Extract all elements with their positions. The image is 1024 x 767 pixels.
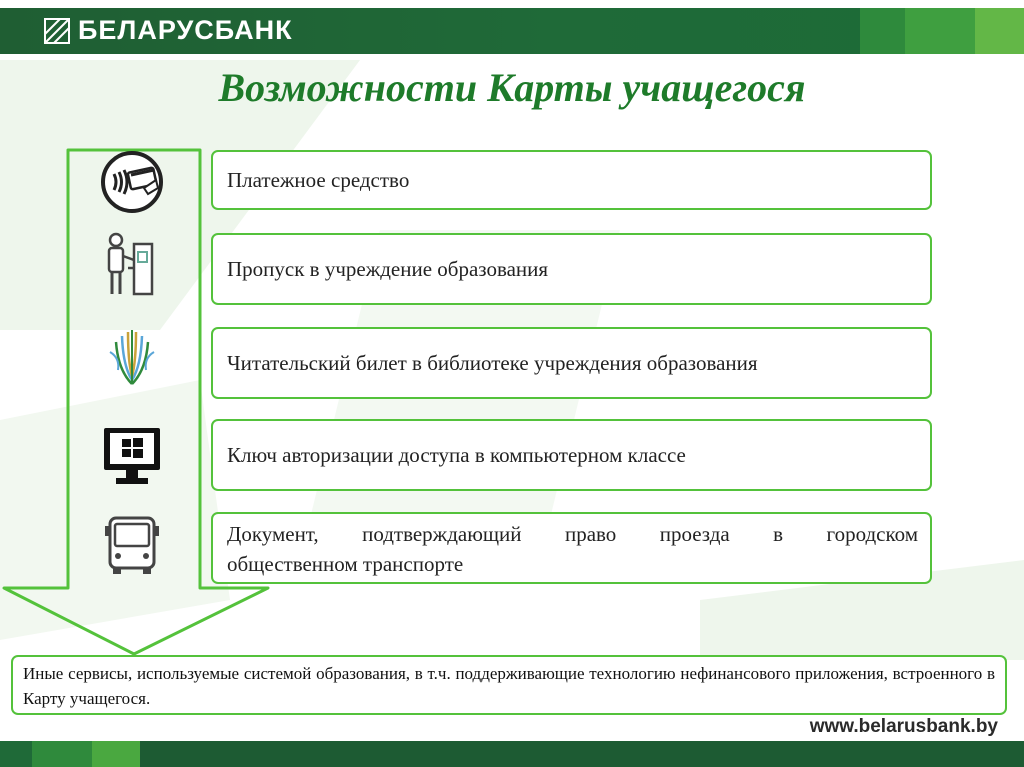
bus-icon xyxy=(98,512,166,580)
brand-logo xyxy=(44,15,293,46)
website-link[interactable]: www.belarusbank.by xyxy=(809,716,998,737)
brand-logo-icon xyxy=(44,18,70,44)
feature-label-line-1: Документ, подтверждающий право проезда в городском xyxy=(227,522,918,546)
brand-name: БЕЛАРУСБАНК xyxy=(78,15,293,45)
summary-text: Иные сервисы, используемые системой образования, в т.ч. поддерживающие технологию нефинансового приложения, встроенного в Карту учащегося. xyxy=(23,664,995,708)
footer-bar xyxy=(0,741,1024,767)
summary-box xyxy=(11,655,1007,715)
feature-label-line-2: общественном транспорте xyxy=(227,552,464,576)
feature-label: Ключ авторизации доступа в компьютерном классе xyxy=(227,443,686,467)
slide-title: Возможности Карты учащегося xyxy=(218,65,806,110)
feature-item-payment xyxy=(211,150,932,210)
feature-item-computer-key xyxy=(211,419,932,491)
feature-label: Платежное средство xyxy=(227,168,410,192)
library-emblem-icon xyxy=(98,322,166,390)
turnstile-person-icon xyxy=(98,230,166,298)
feature-item-access-pass xyxy=(211,233,932,305)
feature-item-transport-document xyxy=(211,512,932,584)
feature-item-library-card xyxy=(211,327,932,399)
contactless-card-icon xyxy=(98,148,166,216)
computer-monitor-icon xyxy=(98,422,166,490)
feature-label: Пропуск в учреждение образования xyxy=(227,257,549,281)
feature-label: Читательский билет в библиотеке учреждения образования xyxy=(227,351,758,375)
